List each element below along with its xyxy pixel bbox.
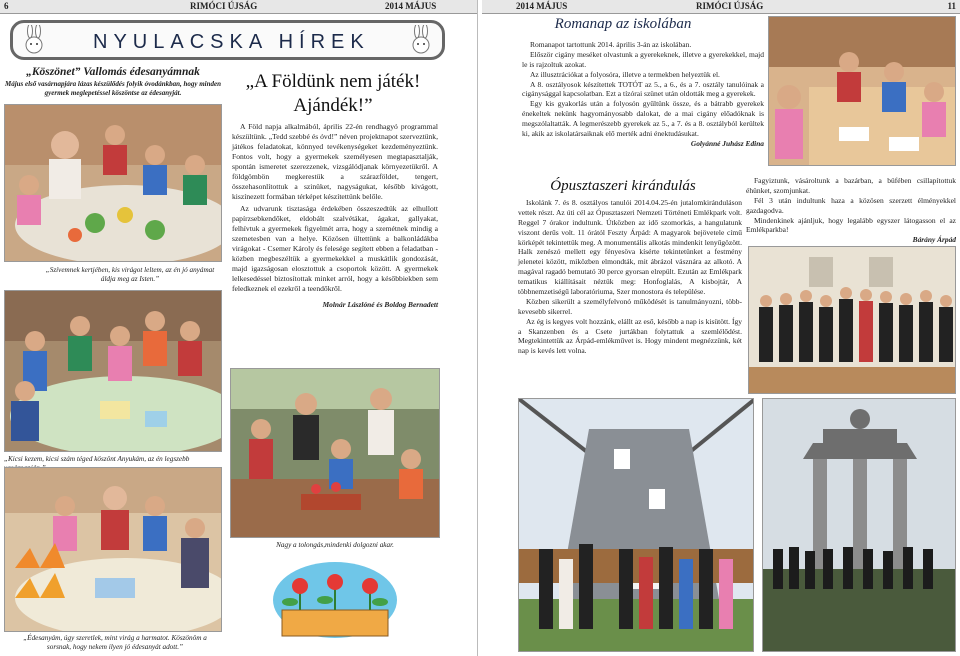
mothers-day-subtitle: Május első vasárnapjára lázas készülődés folyik óvodánkban, hogy minden gyermek meglepetéssel köszöntse az édesanyját. xyxy=(4,80,222,97)
earth-day-text xyxy=(232,122,438,310)
section-title: NYULACSKA HÍREK xyxy=(93,31,370,53)
bunny-icon-left xyxy=(19,25,49,55)
opusztaszer-text-right xyxy=(746,176,956,245)
mothers-day-caption-2: „Kicsi kezem, kicsi szám téged köszönt Anyukám, az én legszebb xyxy=(4,455,190,463)
romanap-paragraph-2: Először cigány meséket olvastunk a gyerekeknek, illetve a gyerekekkel, majd le is rajzoltuk azokat. xyxy=(522,49,764,69)
left-page-number: 6 xyxy=(4,1,9,11)
photo-mothers-day-3 xyxy=(4,467,222,632)
opusztaszer-signature: Bárány Árpád xyxy=(912,235,956,245)
opusztaszer-paragraph-3: Az ég is kegyes volt hozzánk, elállt az eső, később a nap is kisütött. Így a Skanzenben és a Csete jurtákban folytattuk a szemlélődést. Megtekintettük az Árpád-emlékművet is. Hogy mindent megnézzünk, két nap is kevés lett volna. xyxy=(518,316,742,356)
romanap-paragraph-4: A 8. osztályosok készítettek TOTÓT az 5., a 6., és a 7. osztály tanulóinak a cigánysággal kapcsolatban. Ezt a tízórai szünet után oldották meg a gyerekek. xyxy=(522,79,764,99)
opusztaszer-text xyxy=(518,198,742,356)
right-page xyxy=(482,0,960,656)
earth-day-signature: Molnár Lászlóné és Boldog Bernadett xyxy=(322,300,438,310)
right-issue: 2014 MÁJUS xyxy=(516,1,568,11)
photo-mothers-day-1 xyxy=(4,104,222,262)
right-publication: RIMÓCI ÚJSÁG xyxy=(696,1,764,11)
left-issue: 2014 MÁJUS xyxy=(385,1,437,11)
bunny-icon-right xyxy=(406,25,436,55)
section-banner xyxy=(10,20,445,60)
left-publication: RIMÓCI ÚJSÁG xyxy=(190,1,258,11)
romanap-text xyxy=(522,40,764,149)
romanap-paragraph-5: Egy kis gyakorlás után a folyosón gyűltünk össze, és a bátrabb gyerekek énekeltek nekünk hagyományosabb dalokat, de a mai cigány előadóknak is megszólaltatták. A legmerészebb gyerekek az 5., a 7. és a 8. osztályból kerültek ki, akik az iskolatársaiknak elő merték adni énektudásukat. xyxy=(522,99,764,139)
left-header-bar xyxy=(0,0,477,14)
mothers-day-title: „Köszönet” Vallomás édesanyámnak xyxy=(26,66,200,78)
earth-day-paragraph-1: A Föld napja alkalmából, április 22-én rendhagyó programmal készültünk. „Tedd szebbé és óvd!” néven projektnapot szerveztünk, játékos feladatokat, könnyed tevékenységeket kezdeményeztünk. Fontos volt, hogy a gyermekek személyesen megtapasztalják, spontán ismeretet szerezzenek, vizsgálódjanak környezetükről. A földgömbön megkerestük a szárazföldet, tengert, összehasonlítottuk a szinüket, nagyságukat, később kivágott, kiszínezett formában térképet készítettünk belőle. xyxy=(232,122,438,202)
opusztaszer-paragraph-1: Iskolánk 7. és 8. osztályos tanulói 2014.04.25-én jutalomkiránduláson vettek részt. Az úti cél az Ópusztaszeri Nemzeti Történeti Emlékpark volt. Reggel 7 órakor indultunk. Útközben az idő szomorkás, a hangulatunk viszont derűs volt. 11 órától Feszty Árpád: A magyarok bejövetele című körképét tekintettük meg. A monumentális alkotás mindenkit lenyűgözött. Halk zenészó mellett egy fényesöva kísérte tekintetünket a festmény jelenetei között, miközben elmondták, mit ábrázol vásznára az alkotó. A magával ragadó bemutató 30 perce gyorsan elrepült. Ezután az Emlékpark tematikus kiállításait néztük meg: Honfoglalás, A kisbojtár, A többnemzetiségű laboratóriuma, Szer monostora és települése. xyxy=(518,198,742,297)
earth-day-title: „A Földünk nem játék! Ajándék!” xyxy=(245,71,421,116)
mothers-day-caption-1: „Szívemnek kertjében, kis virágot leltem, az én jó anyámat áldja meg az Isten.” xyxy=(45,266,215,283)
opusztaszer-right-paragraph-2: Fél 3 után indultunk haza a közösen szerzett élményekkel gazdagodva. xyxy=(746,195,956,215)
photo-windmill xyxy=(518,398,754,652)
photo-mothers-day-2 xyxy=(4,290,222,452)
earth-day-paragraph-2: Az udvarunk tisztasága érdekében összeszedtük az elhullott papírzsebkendőket, eldobált szalvétákat, ágakat, gallyakat, felhívtuk a gyermekek figyelmét arra, hogy a szemétnek mindig a szemetesben van a helye. Közösen ültettünk a balkonládákba virágokat - Csemer Károly és felesége segített ebben a feladatban - közben megbeszéltük a gyermekekkel a muskátlik gondozását, majd igazságosan elosztottuk a csoportok között. A gyermekek lelkesedéssel biztosítottak minket arról, hogy a későbbiekben sem feledkeznek el ezekről a teendőkről. xyxy=(232,204,438,294)
photo-group-museum xyxy=(748,246,956,394)
opusztaszer-paragraph-2: Közben sikerült a személyfelvonó működését is tanulmányozni, több-kevesebb sikerrel. xyxy=(518,296,742,316)
romanap-signature: Golyánné Juhász Edina xyxy=(690,138,764,148)
opusztaszer-right-paragraph-3: Mindenkinek ajánljuk, hogy legalább egyszer látogasson el az Emlékparkba! xyxy=(746,215,956,235)
opusztaszer-title: Ópusztaszeri kirándulás xyxy=(550,178,696,194)
photo-arpad-memorial xyxy=(762,398,956,652)
romanap-paragraph-1: Romanapot tartottunk 2014. április 3-án az iskolában. xyxy=(530,40,692,49)
romanap-paragraph-3: Az illusztrációkat a folyosóra, illetve a termekben helyeztük el. xyxy=(530,69,720,79)
romanap-title: Romanap az iskolában xyxy=(554,16,692,32)
mothers-day-caption-3: „Édesanyám, úgy szeretlek, mint virág a harmatot. Köszönöm a sorsnak, hogy nekem ilyen jó édesanyát adott.” xyxy=(23,634,207,651)
flower-box-illustration xyxy=(270,560,400,646)
photo-earth-day xyxy=(230,368,440,538)
opusztaszer-right-paragraph-1: Fagyiztunk, vásároltunk a bazárban, a büfében csillapítottuk éhünket, szomjunkat. xyxy=(746,176,956,195)
right-header-bar xyxy=(482,0,960,14)
photo-romanap xyxy=(768,16,956,166)
left-page xyxy=(0,0,478,656)
right-page-number: 11 xyxy=(947,1,956,11)
earth-day-caption: Nagy a tolongás,mindenki dolgozni akar. xyxy=(276,541,394,549)
